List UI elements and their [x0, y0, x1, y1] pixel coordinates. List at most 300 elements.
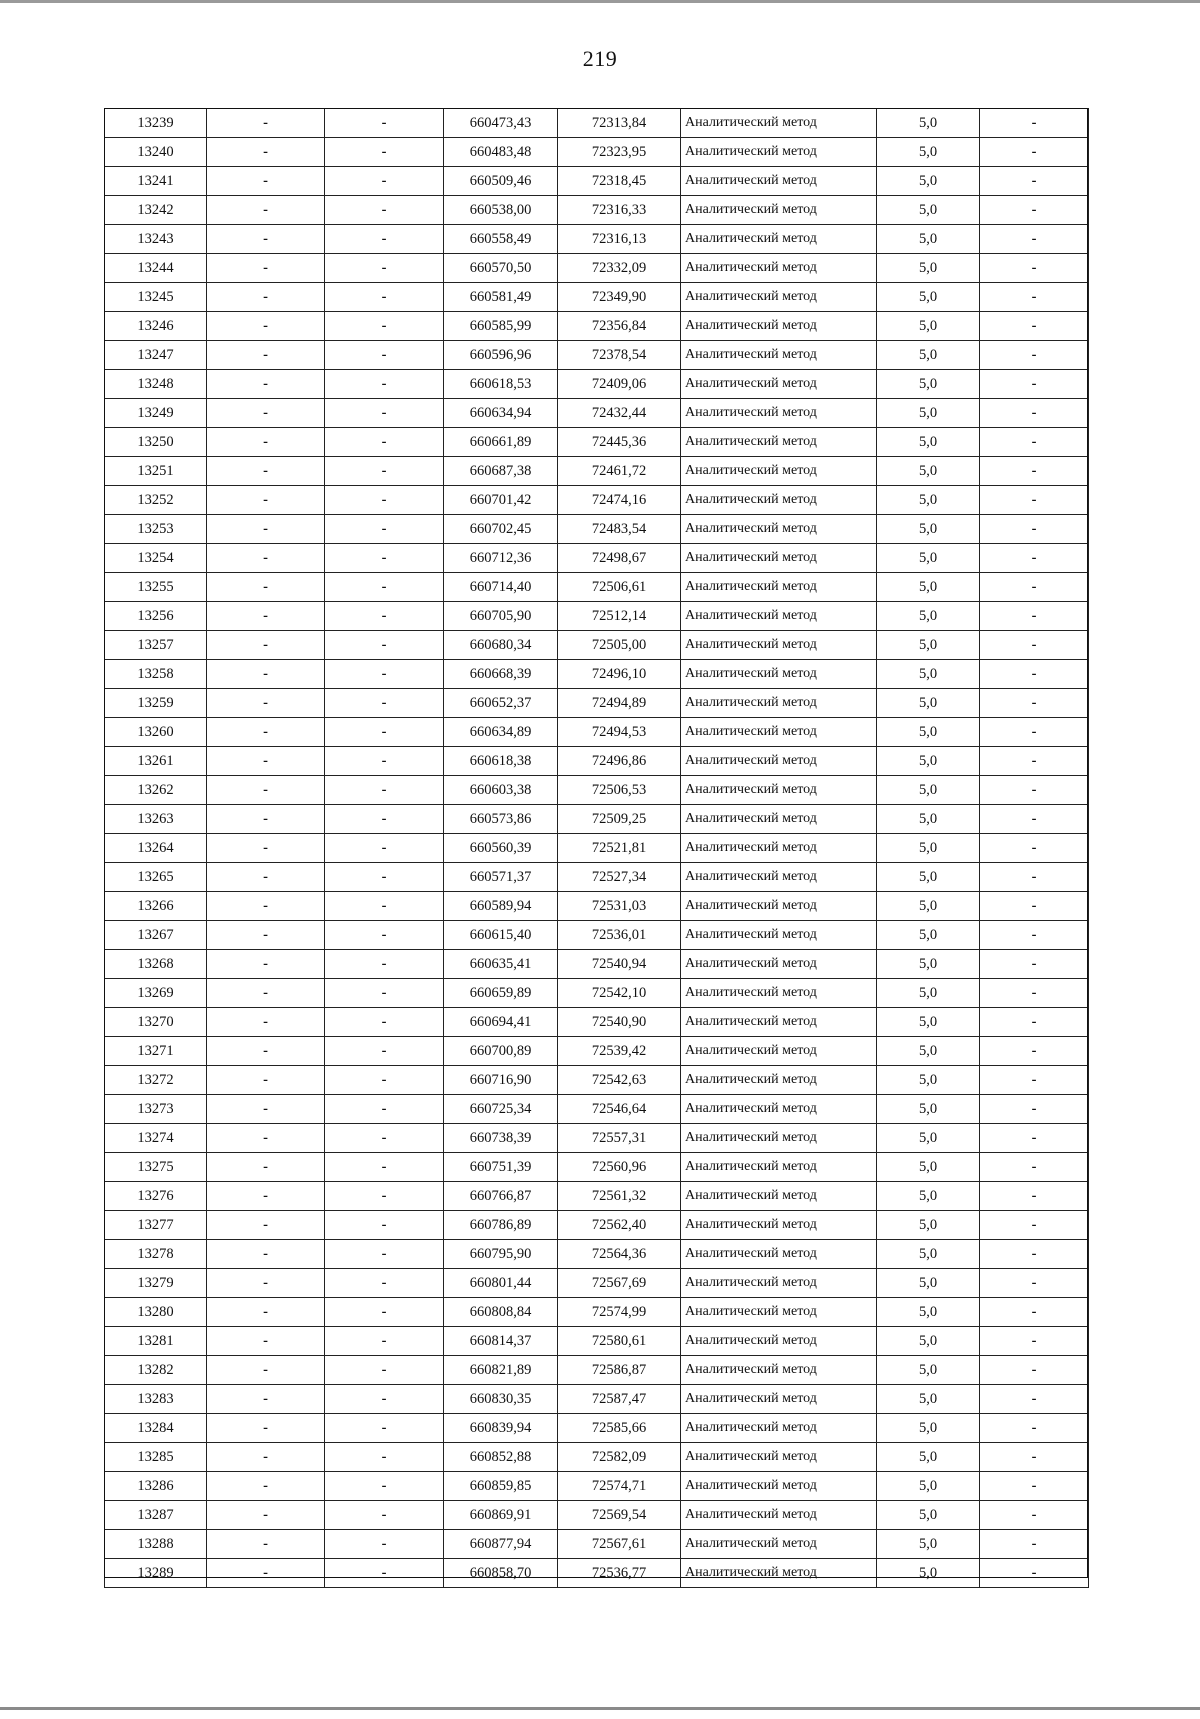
- cell-method: Аналитический метод: [681, 1298, 877, 1327]
- cell-empty-b: -: [325, 167, 444, 196]
- cell-method: Аналитический метод: [681, 515, 877, 544]
- cell-precision: 5,0: [877, 1037, 980, 1066]
- cell-precision: 5,0: [877, 312, 980, 341]
- cell-method: Аналитический метод: [681, 776, 877, 805]
- table-row: [105, 254, 1089, 283]
- cell-point-number: 13284: [105, 1414, 207, 1443]
- cell-empty-a: -: [207, 631, 325, 660]
- cell-precision: 5,0: [877, 1008, 980, 1037]
- cell-method: Аналитический метод: [681, 1066, 877, 1095]
- cell-coord-y: 72313,84: [558, 109, 681, 138]
- cell-method: Аналитический метод: [681, 1153, 877, 1182]
- cell-point-number: 13265: [105, 863, 207, 892]
- cell-empty-a: -: [207, 1298, 325, 1327]
- table-row: [105, 399, 1089, 428]
- cell-empty-a: -: [207, 1559, 325, 1588]
- cell-method: Аналитический метод: [681, 1124, 877, 1153]
- table-row: [105, 515, 1089, 544]
- cell-method: Аналитический метод: [681, 457, 877, 486]
- cell-coord-x: 660814,37: [444, 1327, 558, 1356]
- table-row: [105, 805, 1089, 834]
- cell-coord-y: 72483,54: [558, 515, 681, 544]
- cell-precision: 5,0: [877, 544, 980, 573]
- cell-method: Аналитический метод: [681, 689, 877, 718]
- cell-empty-c: -: [980, 544, 1089, 573]
- cell-point-number: 13271: [105, 1037, 207, 1066]
- cell-empty-c: -: [980, 254, 1089, 283]
- cell-coord-x: 660483,48: [444, 138, 558, 167]
- table-row: [105, 544, 1089, 573]
- cell-empty-b: -: [325, 1385, 444, 1414]
- cell-empty-a: -: [207, 1269, 325, 1298]
- cell-precision: 5,0: [877, 225, 980, 254]
- table-row: [105, 138, 1089, 167]
- cell-precision: 5,0: [877, 1240, 980, 1269]
- cell-empty-a: -: [207, 1385, 325, 1414]
- cell-empty-a: -: [207, 834, 325, 863]
- cell-coord-y: 72527,34: [558, 863, 681, 892]
- cell-method: Аналитический метод: [681, 631, 877, 660]
- cell-empty-b: -: [325, 196, 444, 225]
- cell-precision: 5,0: [877, 1356, 980, 1385]
- cell-empty-b: -: [325, 1414, 444, 1443]
- cell-method: Аналитический метод: [681, 1182, 877, 1211]
- cell-precision: 5,0: [877, 1559, 980, 1588]
- cell-empty-c: -: [980, 109, 1089, 138]
- cell-empty-c: -: [980, 1211, 1089, 1240]
- cell-empty-c: -: [980, 660, 1089, 689]
- cell-point-number: 13266: [105, 892, 207, 921]
- cell-coord-x: 660558,49: [444, 225, 558, 254]
- cell-coord-y: 72580,61: [558, 1327, 681, 1356]
- cell-point-number: 13240: [105, 138, 207, 167]
- cell-empty-c: -: [980, 863, 1089, 892]
- table-row: [105, 660, 1089, 689]
- table-row: [105, 921, 1089, 950]
- cell-empty-c: -: [980, 486, 1089, 515]
- table-row: [105, 1269, 1089, 1298]
- cell-coord-x: 660603,38: [444, 776, 558, 805]
- cell-point-number: 13256: [105, 602, 207, 631]
- cell-method: Аналитический метод: [681, 950, 877, 979]
- cell-empty-a: -: [207, 689, 325, 718]
- cell-empty-c: -: [980, 515, 1089, 544]
- cell-coord-x: 660661,89: [444, 428, 558, 457]
- cell-point-number: 13267: [105, 921, 207, 950]
- table-row: [105, 950, 1089, 979]
- cell-coord-x: 660538,00: [444, 196, 558, 225]
- table-row: [105, 979, 1089, 1008]
- cell-coord-x: 660573,86: [444, 805, 558, 834]
- table-row: [105, 1240, 1089, 1269]
- cell-point-number: 13253: [105, 515, 207, 544]
- cell-empty-c: -: [980, 1066, 1089, 1095]
- cell-empty-b: -: [325, 1240, 444, 1269]
- cell-coord-x: 660714,40: [444, 573, 558, 602]
- cell-method: Аналитический метод: [681, 1095, 877, 1124]
- cell-method: Аналитический метод: [681, 1443, 877, 1472]
- cell-point-number: 13275: [105, 1153, 207, 1182]
- cell-precision: 5,0: [877, 1472, 980, 1501]
- cell-empty-c: -: [980, 892, 1089, 921]
- cell-coord-x: 660618,38: [444, 747, 558, 776]
- cell-empty-b: -: [325, 1443, 444, 1472]
- cell-coord-x: 660795,90: [444, 1240, 558, 1269]
- cell-coord-y: 72494,53: [558, 718, 681, 747]
- cell-empty-b: -: [325, 921, 444, 950]
- cell-empty-c: -: [980, 341, 1089, 370]
- cell-coord-y: 72536,01: [558, 921, 681, 950]
- cell-empty-a: -: [207, 515, 325, 544]
- cell-method: Аналитический метод: [681, 1269, 877, 1298]
- cell-coord-x: 660738,39: [444, 1124, 558, 1153]
- cell-method: Аналитический метод: [681, 254, 877, 283]
- cell-method: Аналитический метод: [681, 399, 877, 428]
- cell-coord-y: 72498,67: [558, 544, 681, 573]
- cell-coord-x: 660635,41: [444, 950, 558, 979]
- cell-precision: 5,0: [877, 863, 980, 892]
- cell-coord-x: 660571,37: [444, 863, 558, 892]
- cell-precision: 5,0: [877, 1066, 980, 1095]
- cell-empty-c: -: [980, 1037, 1089, 1066]
- cell-method: Аналитический метод: [681, 1037, 877, 1066]
- cell-empty-b: -: [325, 254, 444, 283]
- cell-empty-a: -: [207, 283, 325, 312]
- table-row: [105, 863, 1089, 892]
- cell-coord-x: 660659,89: [444, 979, 558, 1008]
- table-row: [105, 1414, 1089, 1443]
- cell-empty-b: -: [325, 660, 444, 689]
- cell-empty-c: -: [980, 1182, 1089, 1211]
- cell-method: Аналитический метод: [681, 834, 877, 863]
- table-row: [105, 689, 1089, 718]
- cell-coord-x: 660700,89: [444, 1037, 558, 1066]
- cell-empty-c: -: [980, 1269, 1089, 1298]
- cell-empty-c: -: [980, 167, 1089, 196]
- cell-method: Аналитический метод: [681, 863, 877, 892]
- bottom-scan-rule: [0, 1707, 1200, 1710]
- cell-empty-a: -: [207, 892, 325, 921]
- cell-precision: 5,0: [877, 1530, 980, 1559]
- cell-point-number: 13264: [105, 834, 207, 863]
- table-row: [105, 1066, 1089, 1095]
- cell-method: Аналитический метод: [681, 544, 877, 573]
- cell-empty-c: -: [980, 312, 1089, 341]
- cell-coord-y: 72542,63: [558, 1066, 681, 1095]
- table-row: [105, 196, 1089, 225]
- cell-precision: 5,0: [877, 1153, 980, 1182]
- cell-empty-a: -: [207, 225, 325, 254]
- cell-empty-b: -: [325, 1327, 444, 1356]
- table-row: [105, 1095, 1089, 1124]
- cell-coord-y: 72562,40: [558, 1211, 681, 1240]
- cell-empty-a: -: [207, 573, 325, 602]
- cell-empty-b: -: [325, 1559, 444, 1588]
- cell-precision: 5,0: [877, 1298, 980, 1327]
- cell-coord-y: 72536,77: [558, 1559, 681, 1588]
- cell-point-number: 13244: [105, 254, 207, 283]
- table-row: [105, 1443, 1089, 1472]
- cell-coord-x: 660687,38: [444, 457, 558, 486]
- cell-precision: 5,0: [877, 254, 980, 283]
- cell-point-number: 13279: [105, 1269, 207, 1298]
- cell-empty-b: -: [325, 1153, 444, 1182]
- cell-coord-x: 660702,45: [444, 515, 558, 544]
- cell-method: Аналитический метод: [681, 109, 877, 138]
- cell-empty-a: -: [207, 1182, 325, 1211]
- cell-precision: 5,0: [877, 486, 980, 515]
- cell-coord-x: 660570,50: [444, 254, 558, 283]
- cell-empty-a: -: [207, 1327, 325, 1356]
- cell-method: Аналитический метод: [681, 1472, 877, 1501]
- cell-empty-b: -: [325, 747, 444, 776]
- cell-method: Аналитический метод: [681, 196, 877, 225]
- cell-method: Аналитический метод: [681, 1211, 877, 1240]
- cell-coord-x: 660786,89: [444, 1211, 558, 1240]
- cell-empty-a: -: [207, 921, 325, 950]
- cell-method: Аналитический метод: [681, 718, 877, 747]
- cell-empty-a: -: [207, 1095, 325, 1124]
- page-number: 219: [582, 46, 618, 71]
- cell-method: Аналитический метод: [681, 1385, 877, 1414]
- cell-point-number: 13255: [105, 573, 207, 602]
- cell-precision: 5,0: [877, 921, 980, 950]
- cell-method: Аналитический метод: [681, 225, 877, 254]
- cell-coord-y: 72561,32: [558, 1182, 681, 1211]
- cell-empty-b: -: [325, 428, 444, 457]
- cell-empty-b: -: [325, 631, 444, 660]
- table-row: [105, 747, 1089, 776]
- cell-coord-y: 72586,87: [558, 1356, 681, 1385]
- cell-point-number: 13246: [105, 312, 207, 341]
- cell-method: Аналитический метод: [681, 573, 877, 602]
- cell-method: Аналитический метод: [681, 1008, 877, 1037]
- cell-coord-x: 660509,46: [444, 167, 558, 196]
- cell-empty-c: -: [980, 573, 1089, 602]
- cell-method: Аналитический метод: [681, 312, 877, 341]
- cell-empty-c: -: [980, 1530, 1089, 1559]
- cell-coord-y: 72316,13: [558, 225, 681, 254]
- cell-coord-x: 660694,41: [444, 1008, 558, 1037]
- cell-coord-x: 660830,35: [444, 1385, 558, 1414]
- cell-coord-y: 72506,61: [558, 573, 681, 602]
- cell-empty-c: -: [980, 1501, 1089, 1530]
- cell-empty-b: -: [325, 1124, 444, 1153]
- table-row: [105, 1530, 1089, 1559]
- cell-coord-x: 660821,89: [444, 1356, 558, 1385]
- cell-empty-a: -: [207, 979, 325, 1008]
- cell-empty-c: -: [980, 1240, 1089, 1269]
- table-row: [105, 1356, 1089, 1385]
- cell-precision: 5,0: [877, 341, 980, 370]
- cell-coord-y: 72540,94: [558, 950, 681, 979]
- cell-empty-c: -: [980, 689, 1089, 718]
- cell-empty-a: -: [207, 950, 325, 979]
- cell-coord-x: 660589,94: [444, 892, 558, 921]
- table-row: [105, 486, 1089, 515]
- cell-coord-x: 660712,36: [444, 544, 558, 573]
- cell-empty-a: -: [207, 1008, 325, 1037]
- cell-coord-x: 660705,90: [444, 602, 558, 631]
- cell-precision: 5,0: [877, 1269, 980, 1298]
- cell-method: Аналитический метод: [681, 805, 877, 834]
- cell-point-number: 13277: [105, 1211, 207, 1240]
- cell-empty-b: -: [325, 573, 444, 602]
- cell-point-number: 13263: [105, 805, 207, 834]
- cell-empty-b: -: [325, 370, 444, 399]
- cell-point-number: 13276: [105, 1182, 207, 1211]
- cell-empty-a: -: [207, 1037, 325, 1066]
- cell-empty-c: -: [980, 1008, 1089, 1037]
- table-row: [105, 370, 1089, 399]
- cell-coord-y: 72582,09: [558, 1443, 681, 1472]
- table-row: [105, 1008, 1089, 1037]
- cell-coord-y: 72587,47: [558, 1385, 681, 1414]
- cell-empty-a: -: [207, 1211, 325, 1240]
- cell-precision: 5,0: [877, 718, 980, 747]
- cell-point-number: 13242: [105, 196, 207, 225]
- cell-method: Аналитический метод: [681, 892, 877, 921]
- cell-empty-b: -: [325, 1298, 444, 1327]
- cell-coord-x: 660766,87: [444, 1182, 558, 1211]
- cell-empty-a: -: [207, 1153, 325, 1182]
- cell-empty-c: -: [980, 370, 1089, 399]
- cell-point-number: 13278: [105, 1240, 207, 1269]
- cell-method: Аналитический метод: [681, 138, 877, 167]
- cell-empty-c: -: [980, 428, 1089, 457]
- cell-point-number: 13254: [105, 544, 207, 573]
- cell-precision: 5,0: [877, 399, 980, 428]
- cell-coord-x: 660839,94: [444, 1414, 558, 1443]
- cell-method: Аналитический метод: [681, 1501, 877, 1530]
- cell-coord-y: 72585,66: [558, 1414, 681, 1443]
- cell-point-number: 13273: [105, 1095, 207, 1124]
- cell-coord-x: 660858,70: [444, 1559, 558, 1588]
- cell-empty-b: -: [325, 515, 444, 544]
- table-row: [105, 1559, 1089, 1588]
- table-row: [105, 834, 1089, 863]
- cell-empty-a: -: [207, 776, 325, 805]
- table-row: [105, 573, 1089, 602]
- table-row: [105, 1327, 1089, 1356]
- cell-empty-b: -: [325, 1501, 444, 1530]
- cell-point-number: 13258: [105, 660, 207, 689]
- cell-empty-c: -: [980, 1356, 1089, 1385]
- cell-point-number: 13239: [105, 109, 207, 138]
- cell-coord-y: 72567,61: [558, 1530, 681, 1559]
- cell-point-number: 13251: [105, 457, 207, 486]
- cell-empty-a: -: [207, 660, 325, 689]
- cell-coord-y: 72560,96: [558, 1153, 681, 1182]
- cell-coord-y: 72557,31: [558, 1124, 681, 1153]
- cell-coord-x: 660668,39: [444, 660, 558, 689]
- cell-coord-x: 660618,53: [444, 370, 558, 399]
- cell-coord-y: 72356,84: [558, 312, 681, 341]
- cell-coord-x: 660596,96: [444, 341, 558, 370]
- cell-empty-a: -: [207, 1240, 325, 1269]
- cell-method: Аналитический метод: [681, 1530, 877, 1559]
- cell-coord-x: 660869,91: [444, 1501, 558, 1530]
- cell-coord-x: 660701,42: [444, 486, 558, 515]
- cell-empty-b: -: [325, 225, 444, 254]
- cell-empty-b: -: [325, 1182, 444, 1211]
- cell-coord-x: 660652,37: [444, 689, 558, 718]
- cell-empty-b: -: [325, 341, 444, 370]
- cell-empty-b: -: [325, 863, 444, 892]
- cell-empty-a: -: [207, 1443, 325, 1472]
- cell-coord-y: 72332,09: [558, 254, 681, 283]
- cell-point-number: 13260: [105, 718, 207, 747]
- cell-point-number: 13282: [105, 1356, 207, 1385]
- cell-point-number: 13288: [105, 1530, 207, 1559]
- table-row: [105, 631, 1089, 660]
- cell-method: Аналитический метод: [681, 979, 877, 1008]
- cell-coord-y: 72445,36: [558, 428, 681, 457]
- cell-empty-b: -: [325, 1472, 444, 1501]
- cell-coord-x: 660634,94: [444, 399, 558, 428]
- cell-empty-a: -: [207, 167, 325, 196]
- cell-empty-a: -: [207, 1530, 325, 1559]
- cell-coord-y: 72574,71: [558, 1472, 681, 1501]
- table-row: [105, 1385, 1089, 1414]
- cell-coord-y: 72512,14: [558, 602, 681, 631]
- cell-empty-b: -: [325, 689, 444, 718]
- cell-method: Аналитический метод: [681, 428, 877, 457]
- cell-precision: 5,0: [877, 892, 980, 921]
- cell-coord-y: 72567,69: [558, 1269, 681, 1298]
- cell-empty-c: -: [980, 602, 1089, 631]
- table-row: [105, 776, 1089, 805]
- table-row: [105, 718, 1089, 747]
- cell-point-number: 13283: [105, 1385, 207, 1414]
- cell-empty-c: -: [980, 1153, 1089, 1182]
- cell-empty-b: -: [325, 805, 444, 834]
- cell-coord-y: 72505,00: [558, 631, 681, 660]
- cell-method: Аналитический метод: [681, 341, 877, 370]
- table-row: [105, 1501, 1089, 1530]
- table-row: [105, 457, 1089, 486]
- cell-coord-y: 72509,25: [558, 805, 681, 834]
- cell-point-number: 13262: [105, 776, 207, 805]
- cell-coord-y: 72506,53: [558, 776, 681, 805]
- cell-coord-x: 660852,88: [444, 1443, 558, 1472]
- cell-empty-c: -: [980, 979, 1089, 1008]
- cell-coord-x: 660680,34: [444, 631, 558, 660]
- cell-point-number: 13257: [105, 631, 207, 660]
- cell-point-number: 13269: [105, 979, 207, 1008]
- cell-empty-c: -: [980, 138, 1089, 167]
- cell-method: Аналитический метод: [681, 1356, 877, 1385]
- cell-coord-x: 660581,49: [444, 283, 558, 312]
- cell-empty-c: -: [980, 283, 1089, 312]
- cell-point-number: 13261: [105, 747, 207, 776]
- cell-empty-b: -: [325, 457, 444, 486]
- table-row: [105, 341, 1089, 370]
- cell-empty-a: -: [207, 1356, 325, 1385]
- cell-coord-y: 72474,16: [558, 486, 681, 515]
- cell-coord-y: 72349,90: [558, 283, 681, 312]
- cell-method: Аналитический метод: [681, 1327, 877, 1356]
- cell-empty-a: -: [207, 718, 325, 747]
- cell-empty-c: -: [980, 1472, 1089, 1501]
- cell-coord-y: 72574,99: [558, 1298, 681, 1327]
- cell-point-number: 13259: [105, 689, 207, 718]
- cell-empty-b: -: [325, 1211, 444, 1240]
- cell-empty-b: -: [325, 950, 444, 979]
- cell-empty-a: -: [207, 312, 325, 341]
- cell-method: Аналитический метод: [681, 921, 877, 950]
- cell-empty-b: -: [325, 718, 444, 747]
